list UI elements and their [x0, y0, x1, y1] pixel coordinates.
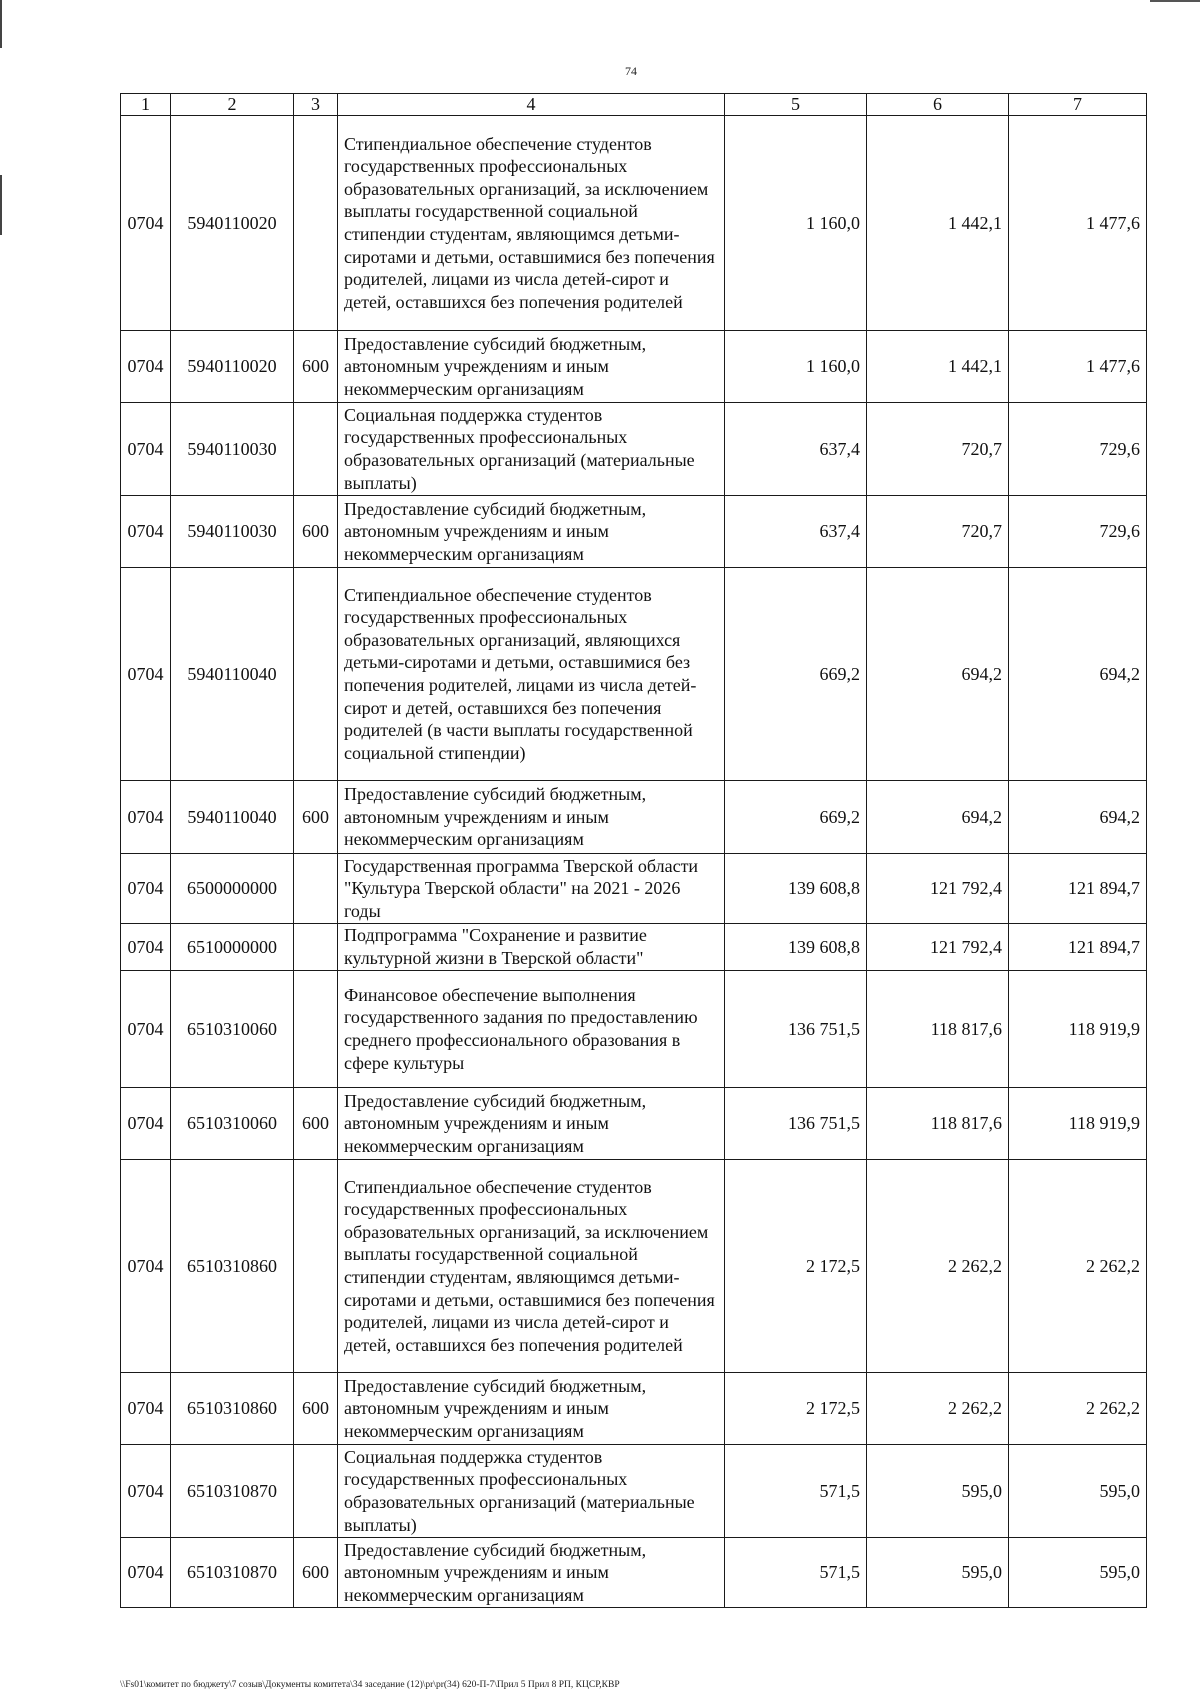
amount-year-3: 694,2 [1009, 781, 1147, 854]
table-row [121, 331, 1147, 403]
table-row [121, 1088, 1147, 1160]
target-article-code: 6510000000 [171, 924, 294, 971]
table-row [121, 496, 1147, 568]
document-file-path: \\Fs01\комитет по бюджету\7 созыв\Документы комитета\34 заседание (12)\pr\pr(34) 620-П-7\Прил 5 Прил 8 РП, КЦСР,КВР [120, 1680, 620, 1690]
section-code: 0704 [121, 1160, 171, 1373]
amount-year-2: 595,0 [867, 1445, 1009, 1538]
scan-edge-mark [0, 175, 2, 235]
item-description: Государственная программа Тверской области "Культура Тверской области" на 2021 - 2026 годы [338, 854, 725, 924]
column-header: 5 [725, 94, 867, 116]
target-article-code: 5940110020 [171, 331, 294, 403]
section-code: 0704 [121, 854, 171, 924]
amount-year-2: 121 792,4 [867, 854, 1009, 924]
item-description: Социальная поддержка студентов государственных профессиональных образовательных организаций (материальные выплаты) [338, 403, 725, 496]
amount-year-1: 2 172,5 [725, 1160, 867, 1373]
section-code: 0704 [121, 116, 171, 331]
amount-year-2: 694,2 [867, 568, 1009, 781]
column-header: 2 [171, 94, 294, 116]
amount-year-2: 595,0 [867, 1538, 1009, 1608]
amount-year-2: 118 817,6 [867, 971, 1009, 1088]
amount-year-1: 637,4 [725, 496, 867, 568]
amount-year-1: 1 160,0 [725, 116, 867, 331]
table-row [121, 1445, 1147, 1538]
expense-type-code [294, 924, 338, 971]
table-row [121, 1373, 1147, 1445]
target-article-code: 5940110030 [171, 496, 294, 568]
amount-year-3: 694,2 [1009, 568, 1147, 781]
target-article-code: 5940110030 [171, 403, 294, 496]
table-row [121, 403, 1147, 496]
item-description: Предоставление субсидий бюджетным, автономным учреждениям и иным некоммерческим организациям [338, 496, 725, 568]
amount-year-1: 139 608,8 [725, 854, 867, 924]
expense-type-code: 600 [294, 1538, 338, 1608]
page-number: 74 [625, 64, 637, 78]
section-code: 0704 [121, 1445, 171, 1538]
table-row [121, 568, 1147, 781]
section-code: 0704 [121, 1088, 171, 1160]
amount-year-3: 1 477,6 [1009, 331, 1147, 403]
expense-type-code [294, 1160, 338, 1373]
section-code: 0704 [121, 331, 171, 403]
table-row [121, 1160, 1147, 1373]
item-description: Финансовое обеспечение выполнения государственного задания по предоставлению среднего профессионального образования в сфере культуры [338, 971, 725, 1088]
target-article-code: 6510310860 [171, 1160, 294, 1373]
column-header: 1 [121, 94, 171, 116]
item-description: Стипендиальное обеспечение студентов государственных профессиональных образовательных организаций, являющихся детьми-сиротами и детьми, оставшимися без попечения родителей, лицами из числа детей-сирот и детей, оставшихся без попечения родителей (в части выплаты государственной социальной стипендии) [338, 568, 725, 781]
table-row [121, 971, 1147, 1088]
amount-year-2: 121 792,4 [867, 924, 1009, 971]
table-row [121, 116, 1147, 331]
amount-year-1: 1 160,0 [725, 331, 867, 403]
item-description: Подпрограмма "Сохранение и развитие культурной жизни в Тверской области" [338, 924, 725, 971]
amount-year-2: 1 442,1 [867, 331, 1009, 403]
table-header-row [121, 94, 1147, 116]
amount-year-3: 118 919,9 [1009, 1088, 1147, 1160]
amount-year-2: 2 262,2 [867, 1160, 1009, 1373]
amount-year-1: 669,2 [725, 568, 867, 781]
target-article-code: 5940110040 [171, 781, 294, 854]
expense-type-code: 600 [294, 1373, 338, 1445]
target-article-code: 5940110020 [171, 116, 294, 331]
amount-year-3: 595,0 [1009, 1538, 1147, 1608]
target-article-code: 6510310870 [171, 1445, 294, 1538]
amount-year-2: 694,2 [867, 781, 1009, 854]
expense-type-code [294, 568, 338, 781]
section-code: 0704 [121, 1538, 171, 1608]
budget-table [120, 93, 1147, 1608]
table-row [121, 924, 1147, 971]
expense-type-code: 600 [294, 781, 338, 854]
column-header: 7 [1009, 94, 1147, 116]
expense-type-code [294, 971, 338, 1088]
amount-year-3: 729,6 [1009, 403, 1147, 496]
target-article-code: 6510310860 [171, 1373, 294, 1445]
item-description: Предоставление субсидий бюджетным, автономным учреждениям и иным некоммерческим организациям [338, 781, 725, 854]
amount-year-3: 118 919,9 [1009, 971, 1147, 1088]
target-article-code: 6510310060 [171, 971, 294, 1088]
amount-year-3: 2 262,2 [1009, 1160, 1147, 1373]
item-description: Предоставление субсидий бюджетным, автономным учреждениям и иным некоммерческим организациям [338, 1373, 725, 1445]
amount-year-1: 571,5 [725, 1538, 867, 1608]
column-header: 4 [338, 94, 725, 116]
amount-year-1: 136 751,5 [725, 1088, 867, 1160]
amount-year-2: 720,7 [867, 403, 1009, 496]
scan-edge-mark [0, 0, 2, 48]
table-row [121, 854, 1147, 924]
amount-year-3: 1 477,6 [1009, 116, 1147, 331]
section-code: 0704 [121, 971, 171, 1088]
target-article-code: 6510310060 [171, 1088, 294, 1160]
amount-year-3: 121 894,7 [1009, 854, 1147, 924]
expense-type-code: 600 [294, 331, 338, 403]
amount-year-3: 2 262,2 [1009, 1373, 1147, 1445]
amount-year-2: 2 262,2 [867, 1373, 1009, 1445]
amount-year-1: 669,2 [725, 781, 867, 854]
expense-type-code [294, 1445, 338, 1538]
amount-year-1: 637,4 [725, 403, 867, 496]
amount-year-2: 1 442,1 [867, 116, 1009, 331]
section-code: 0704 [121, 403, 171, 496]
item-description: Предоставление субсидий бюджетным, автономным учреждениям и иным некоммерческим организациям [338, 331, 725, 403]
target-article-code: 6500000000 [171, 854, 294, 924]
amount-year-1: 571,5 [725, 1445, 867, 1538]
expense-type-code: 600 [294, 1088, 338, 1160]
expense-type-code [294, 854, 338, 924]
amount-year-2: 720,7 [867, 496, 1009, 568]
amount-year-3: 729,6 [1009, 496, 1147, 568]
section-code: 0704 [121, 568, 171, 781]
amount-year-2: 118 817,6 [867, 1088, 1009, 1160]
item-description: Стипендиальное обеспечение студентов государственных профессиональных образовательных организаций, за исключением выплаты государственной социальной стипендии студентам, являющимся детьми-сиротами и детьми, оставшимися без попечения родителей, лицами из числа детей-сирот и детей, оставшихся без попечения родителей [338, 116, 725, 331]
scan-edge-mark [1150, 0, 1200, 2]
table-row [121, 1538, 1147, 1608]
item-description: Стипендиальное обеспечение студентов государственных профессиональных образовательных организаций, за исключением выплаты государственной социальной стипендии студентам, являющимся детьми-сиротами и детьми, оставшимися без попечения родителей, лицами из числа детей-сирот и детей, оставшихся без попечения родителей [338, 1160, 725, 1373]
section-code: 0704 [121, 1373, 171, 1445]
amount-year-1: 139 608,8 [725, 924, 867, 971]
column-header: 3 [294, 94, 338, 116]
amount-year-3: 595,0 [1009, 1445, 1147, 1538]
item-description: Социальная поддержка студентов государственных профессиональных образовательных организаций (материальные выплаты) [338, 1445, 725, 1538]
target-article-code: 5940110040 [171, 568, 294, 781]
item-description: Предоставление субсидий бюджетным, автономным учреждениям и иным некоммерческим организациям [338, 1088, 725, 1160]
amount-year-1: 136 751,5 [725, 971, 867, 1088]
section-code: 0704 [121, 924, 171, 971]
section-code: 0704 [121, 781, 171, 854]
section-code: 0704 [121, 496, 171, 568]
column-header: 6 [867, 94, 1009, 116]
item-description: Предоставление субсидий бюджетным, автономным учреждениям и иным некоммерческим организациям [338, 1538, 725, 1608]
amount-year-1: 2 172,5 [725, 1373, 867, 1445]
target-article-code: 6510310870 [171, 1538, 294, 1608]
expense-type-code [294, 116, 338, 331]
table-row [121, 781, 1147, 854]
amount-year-3: 121 894,7 [1009, 924, 1147, 971]
expense-type-code: 600 [294, 496, 338, 568]
expense-type-code [294, 403, 338, 496]
